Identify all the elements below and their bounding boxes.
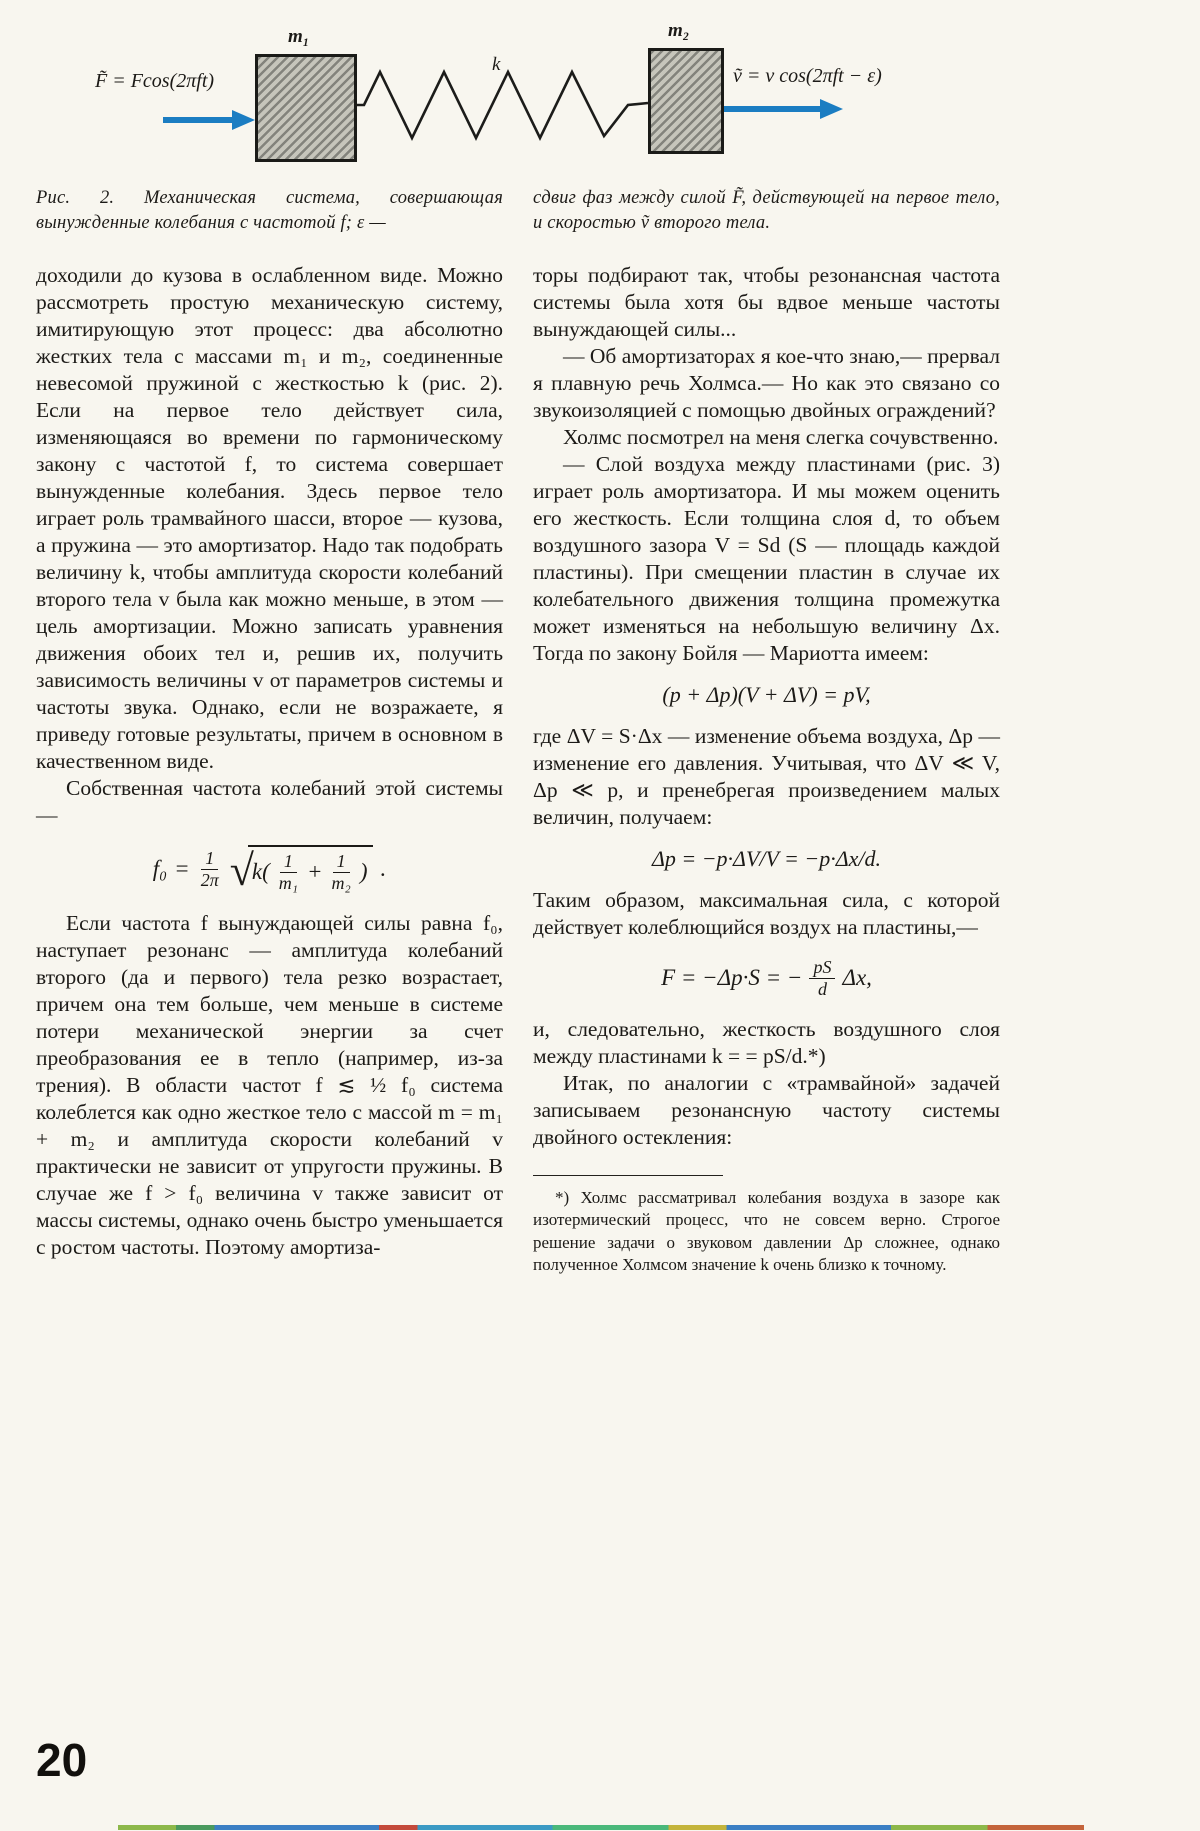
paragraph-double-glazing: Итак, по аналогии с «трамвайной» задачей записываем резонансную частоту системы двойного остекления:: [533, 1071, 1000, 1150]
paragraph-natural-frequency-intro: Собственная частота колебаний этой системы —: [36, 775, 503, 827]
paragraph-holmes-look: Холмс посмотрел на меня слегка сочувственно.: [563, 424, 999, 449]
formula-lhs: f₀: [152, 856, 168, 882]
figure-caption-right: сдвиг фаз между силой F̃, действующей на первое тело, и скоростью ṽ второго тела.: [533, 188, 1000, 233]
paragraph-delta-v: где ΔV = S·Δx — изменение объема воздуха, Δp — изменение его давления. Учитывая, что ΔV ≪ V, Δp ≪ p, и пренебрегая произведением малых величин, получаем:: [533, 723, 1000, 829]
formula-force-pre: F = −Δp·S = −: [661, 965, 803, 991]
footnote-text: *) Холмс рассматривал колебания воздуха в зазоре как изотермический процесс, что не совсем верно. Строгое решение задачи о звуковом давлении Δp сложнее, однако полученное Холмсом значение k очень близко к точному.: [533, 1188, 1000, 1275]
right-column: [533, 186, 1000, 1277]
formula-force: [533, 957, 1000, 1000]
formula-force-post: Δx,: [842, 965, 872, 991]
formula-natural-frequency: [36, 845, 503, 894]
paragraph-absorber-tuning: торы подбирают так, чтобы резонансная частота системы была хотя бы вдвое меньше частоты вынуждающей силы...: [533, 262, 1000, 341]
fraction-ps-over-d: $\frac{pS}{d}$: [809, 957, 835, 1000]
paragraph-air-stiffness: и, следовательно, жесткость воздушного слоя между пластинами k = = pS/d.*): [533, 1017, 1000, 1069]
paragraph-resonance: Если частота f вынуждающей силы равна f₀, наступает резонанс — амплитуда колебаний второго (да и первого) тела резко возрастает, причем она тем больше, чем меньше в системе потери механической энергии за счет преобразования ее в тепло (например, из-за трения). В области частот f ≲ ½ f₀ система колеблется как одно жесткое тело с массой m = m₁ + m₂ и амплитуда скорости колебаний v практически не зависит от упругости пружины. В случае же f > f₀ величина v также зависит от массы системы, однако очень быстро уменьшается с ростом частоты. Поэтому амортиза-: [36, 911, 503, 1260]
mass2-label: m₂: [668, 20, 690, 41]
radical-sign: √: [229, 846, 254, 896]
mass1-block: [255, 54, 357, 162]
figure-mechanical-system: [0, 10, 1200, 182]
formula-boyle-mariotte: (p + Δp)(V + ΔV) = pV,: [662, 681, 871, 707]
formula-delta-p: Δp = −p·ΔV/V = −p·Δx/d.: [651, 845, 882, 871]
force-formula-label: F̃ = Fcos(2πft): [95, 70, 215, 92]
velocity-arrow: [721, 99, 843, 119]
spring-stiffness-label: k: [492, 54, 501, 75]
mass2-block: [648, 48, 724, 154]
figure-drawing: [0, 10, 1200, 182]
formula-period: .: [380, 856, 387, 882]
paragraph-tram-model: доходили до кузова в ослабленном виде. Можно рассмотреть простую механическую систему, имитирующую этот процесс: два абсолютно жестких тела с массами m₁ и m₂, соединенные невесомой пружиной с жесткостью k (рис. 2). Если на первое тело действует сила, изменяющаяся во времени по гармоническому закону с частотой f, то система совершает вынужденные колебания. Здесь первое тело играет роль трамвайного шасси, второе — кузова, а пружина — это амортизатор. Надо так подобрать величину k, чтобы амплитуда скорости колебаний второго тела v была как можно меньше, в этом — цель амортизации. Можно записать уравнения движения обоих тел и, решив их, получить зависимость величины v от параметров системы и частоты звука. Однако, если не возражаете, я приведу готовые результаты, причем в основном в качественном виде.: [36, 262, 503, 773]
paragraph-air-layer: — Слой воздуха между пластинами (рис. 3) играет роль амортизатора. И мы можем оценить его жесткость. Если толщина слоя d, то объем воздушного зазора V = Sd (S — площадь каждой пластины). При смещении пластин в случае их колебательного движения толщина промежутка может изменяться на небольшую величину Δx. Тогда по закону Бойля — Мариотта имеем:: [533, 451, 1000, 665]
left-column: [36, 186, 503, 1277]
scan-artifact-strip: [118, 1825, 1084, 1830]
mass1-label: m₁: [288, 26, 310, 47]
equals-sign: =: [174, 856, 190, 882]
force-arrow: [163, 110, 255, 130]
fraction-one-over-2pi: $\frac{1}{2\pi}$: [200, 847, 219, 890]
radical-body: k( $\frac{1}{\text{m₁}}$ + $\frac{1}{\text{m₂}}$ ): [248, 845, 374, 894]
figure-caption-left: Рис. 2. Механическая система, совершающая вынужденные колебания с частотой f; ε —: [36, 188, 503, 233]
velocity-formula-label: ṽ = v cos(2πft − ε): [733, 65, 882, 87]
footnote: [533, 1175, 1000, 1277]
radical: [230, 845, 374, 894]
page-number: 20: [36, 1734, 88, 1786]
fraction-one-over-m2: $\frac{1}{\text{m₂}}$: [331, 850, 351, 893]
paragraph-max-force: Таким образом, максимальная сила, с которой действует колеблющийся воздух на пластины,—: [533, 887, 1000, 939]
paragraph-dialogue-question: — Об амортизаторах я кое-что знаю,— прервал я плавную речь Холмса.— Но как это связано со звукоизоляцией с помощью двойных ограждений?: [533, 343, 1000, 422]
spring-zigzag: [351, 72, 648, 138]
article-body: [36, 186, 1000, 1277]
fraction-one-over-m1: $\frac{1}{\text{m₁}}$: [278, 850, 299, 893]
